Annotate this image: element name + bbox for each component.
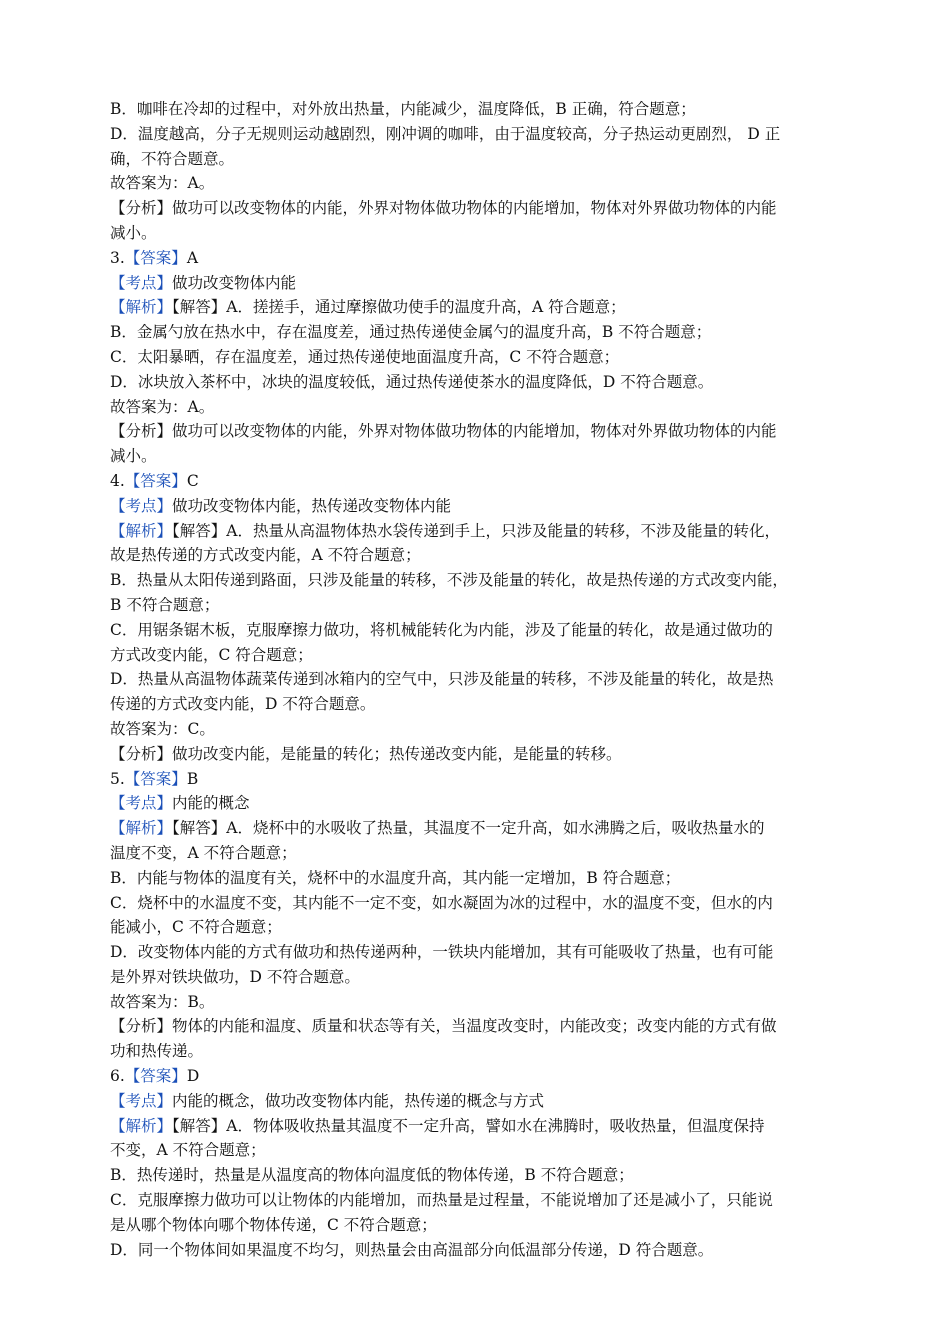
section-tag: 【解析】 bbox=[110, 298, 173, 317]
text-line bbox=[110, 221, 840, 246]
section-tag: 【考点】 bbox=[110, 794, 173, 813]
line-text: 故答案为：B。 bbox=[110, 992, 215, 1011]
line-text: 故答案为：C。 bbox=[110, 719, 215, 738]
text-line bbox=[110, 1213, 840, 1238]
line-text: 【解答】A．物体吸收热量其温度不一定升高，譬如水在沸腾时，吸收热量，但温度保持 bbox=[172, 1116, 765, 1135]
text-line bbox=[110, 1064, 840, 1089]
line-text: D．冰块放入茶杯中，冰块的温度较低，通过热传递使茶水的温度降低，D 不符合题意。 bbox=[110, 372, 714, 391]
line-text: D．改变物体内能的方式有做功和热传递两种，一铁块内能增加，其有可能吸收了热量，也有可能 bbox=[110, 943, 774, 962]
line-text: 减小。 bbox=[110, 223, 157, 242]
text-line bbox=[110, 122, 840, 147]
text-line bbox=[110, 667, 840, 692]
section-tag: 【答案】 bbox=[124, 471, 187, 490]
line-text: B bbox=[186, 769, 199, 788]
line-text: C．用锯条锯木板，克服摩擦力做功，将机械能转化为内能，涉及了能量的转化，故是通过做功的 bbox=[110, 620, 773, 639]
text-line bbox=[110, 568, 840, 593]
text-line bbox=[110, 841, 840, 866]
line-text: 【解答】A．热量从高温物体热水袋传递到手上，只涉及能量的转移，不涉及能量的转化， bbox=[172, 521, 780, 540]
line-text: 故答案为：A。 bbox=[110, 397, 215, 416]
line-text: 是外界对铁块做功，D 不符合题意。 bbox=[110, 967, 360, 986]
line-text: 【分析】物体的内能和温度、质量和状态等有关，当温度改变时，内能改变；改变内能的方式有做 bbox=[110, 1017, 777, 1036]
line-text: 【分析】做功可以改变物体的内能，外界对物体做功物体的内能增加，物体对外界做功物体的内能 bbox=[110, 422, 777, 441]
line-text: 能减小，C 不符合题意； bbox=[110, 918, 282, 937]
line-text: 确，不符合题意。 bbox=[110, 149, 235, 168]
section-tag: 【考点】 bbox=[110, 1091, 173, 1110]
text-line bbox=[110, 866, 840, 891]
line-text: B．内能与物体的温度有关，烧杯中的水温度升高，其内能一定增加，B 符合题意； bbox=[110, 868, 681, 887]
section-tag: 【解析】 bbox=[110, 521, 173, 540]
line-text: 故答案为：A。 bbox=[110, 174, 215, 193]
section-tag: 【解析】 bbox=[110, 819, 173, 838]
section-tag: 【答案】 bbox=[124, 248, 187, 267]
line-text: 做功改变物体内能，热传递改变物体内能 bbox=[172, 496, 452, 515]
text-line bbox=[110, 791, 840, 816]
text-line bbox=[110, 370, 840, 395]
text-line bbox=[110, 891, 840, 916]
line-text: 【解答】A．烧杯中的水吸收了热量，其温度不一定升高，如水沸腾之后，吸收热量水的 bbox=[172, 819, 765, 838]
line-text: 不变，A 不符合题意； bbox=[110, 1141, 266, 1160]
question-number: 6. bbox=[110, 1067, 125, 1086]
text-line bbox=[110, 1163, 840, 1188]
text-line bbox=[110, 444, 840, 469]
line-text: D bbox=[186, 1067, 200, 1086]
line-text: 故是热传递的方式改变内能，A 不符合题意； bbox=[110, 546, 421, 565]
text-line bbox=[110, 742, 840, 767]
section-tag: 【考点】 bbox=[110, 273, 173, 292]
section-tag: 【答案】 bbox=[124, 1067, 187, 1086]
text-line bbox=[110, 940, 840, 965]
line-text: B．金属勺放在热水中，存在温度差，通过热传递使金属勺的温度升高，B 不符合题意； bbox=[110, 323, 712, 342]
text-line bbox=[110, 1138, 840, 1163]
line-text: 内能的概念，做功改变物体内能，热传递的概念与方式 bbox=[172, 1091, 545, 1110]
text-line bbox=[110, 419, 840, 444]
text-line bbox=[110, 271, 840, 296]
text-line bbox=[110, 643, 840, 668]
text-line bbox=[110, 295, 840, 320]
text-line bbox=[110, 246, 840, 271]
line-text: B．热量从太阳传递到路面，只涉及能量的转移，不涉及能量的转化，故是热传递的方式改变内能， bbox=[110, 571, 788, 590]
text-line bbox=[110, 320, 840, 345]
line-text: 【解答】A．搓搓手，通过摩擦做功使手的温度升高，A 符合题意； bbox=[172, 298, 626, 317]
question-number: 5. bbox=[110, 769, 125, 788]
line-text: 温度不变，A 不符合题意； bbox=[110, 843, 297, 862]
question-number: 3. bbox=[110, 248, 125, 267]
text-line bbox=[110, 147, 840, 172]
text-line bbox=[110, 543, 840, 568]
line-text: 减小。 bbox=[110, 447, 157, 466]
text-line bbox=[110, 519, 840, 544]
line-text: 是从哪个物体向哪个物体传递，C 不符合题意； bbox=[110, 1215, 437, 1234]
line-text: 【分析】做功可以改变物体的内能，外界对物体做功物体的内能增加，物体对外界做功物体的内能 bbox=[110, 199, 777, 218]
text-line bbox=[110, 692, 840, 717]
section-tag: 【考点】 bbox=[110, 496, 173, 515]
line-text: C．太阳暴晒，存在温度差，通过热传递使地面温度升高，C 不符合题意； bbox=[110, 347, 620, 366]
text-line bbox=[110, 171, 840, 196]
line-text: C．克服摩擦力做功可以让物体的内能增加，而热量是过程量，不能说增加了还是减小了，只能说 bbox=[110, 1191, 773, 1210]
text-line bbox=[110, 1014, 840, 1039]
text-line bbox=[110, 816, 840, 841]
line-text: B 不符合题意； bbox=[110, 595, 220, 614]
text-line bbox=[110, 1039, 840, 1064]
line-text: D．热量从高温物体蔬菜传递到冰箱内的空气中，只涉及能量的转移，不涉及能量的转化，故是热 bbox=[110, 670, 774, 689]
line-text: D．温度越高，分子无规则运动越剧烈，刚冲调的咖啡，由于温度较高，分子热运动更剧烈， D 正 bbox=[110, 124, 781, 143]
text-line bbox=[110, 345, 840, 370]
line-text: A bbox=[186, 248, 199, 267]
text-line bbox=[110, 767, 840, 792]
line-text: D．同一个物体间如果温度不均匀，则热量会由高温部分向低温部分传递，D 符合题意。 bbox=[110, 1240, 714, 1259]
text-line bbox=[110, 196, 840, 221]
text-line bbox=[110, 1089, 840, 1114]
text-line bbox=[110, 1188, 840, 1213]
line-text: 传递的方式改变内能，D 不符合题意。 bbox=[110, 695, 376, 714]
text-line bbox=[110, 915, 840, 940]
text-line bbox=[110, 990, 840, 1015]
text-line bbox=[110, 97, 840, 122]
line-text: 功和热传递。 bbox=[110, 1042, 204, 1061]
text-line bbox=[110, 1114, 840, 1139]
text-line bbox=[110, 1238, 840, 1263]
text-line bbox=[110, 965, 840, 990]
line-text: 方式改变内能，C 符合题意； bbox=[110, 645, 313, 664]
section-tag: 【答案】 bbox=[124, 769, 187, 788]
text-line bbox=[110, 618, 840, 643]
section-tag: 【解析】 bbox=[110, 1116, 173, 1135]
text-line bbox=[110, 717, 840, 742]
text-line bbox=[110, 395, 840, 420]
line-text: C．烧杯中的水温度不变，其内能不一定不变，如水凝固为冰的过程中，水的温度不变，但水的内 bbox=[110, 893, 773, 912]
text-line bbox=[110, 469, 840, 494]
text-line bbox=[110, 494, 840, 519]
line-text: 内能的概念 bbox=[172, 794, 250, 813]
line-text: 做功改变物体内能 bbox=[172, 273, 297, 292]
document-page bbox=[110, 97, 840, 1262]
question-number: 4. bbox=[110, 471, 125, 490]
line-text: 【分析】做功改变内能，是能量的转化；热传递改变内能，是能量的转移。 bbox=[110, 744, 622, 763]
text-line bbox=[110, 593, 840, 618]
line-text: B．热传递时，热量是从温度高的物体向温度低的物体传递，B 不符合题意； bbox=[110, 1166, 634, 1185]
line-text: B．咖啡在冷却的过程中，对外放出热量，内能减少，温度降低，B 正确，符合题意； bbox=[110, 100, 696, 118]
line-text: C bbox=[186, 471, 199, 490]
